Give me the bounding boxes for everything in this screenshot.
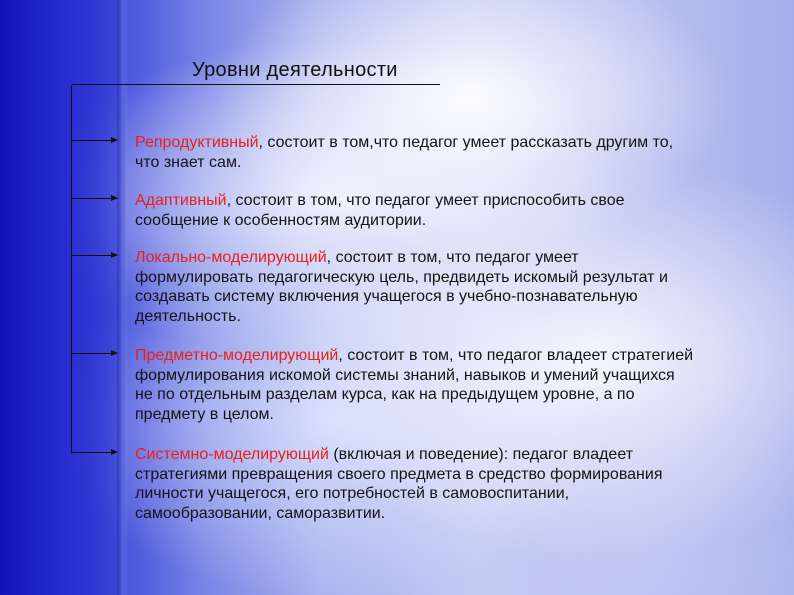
- level-description: , состоит в том,что педагог умеет рассказать другим то, что знает сам.: [135, 134, 674, 171]
- vertical-stripe: [117, 0, 129, 595]
- arrow-icon: [72, 353, 117, 354]
- title-underline: [72, 84, 440, 85]
- level-item-subject-modeling: [135, 346, 695, 424]
- arrow-icon: [72, 255, 117, 256]
- arrow-icon: [72, 140, 117, 141]
- level-keyword: Системно-моделирующий: [135, 446, 329, 463]
- arrow-icon: [72, 198, 117, 199]
- level-keyword: Предметно-моделирующий: [135, 347, 339, 364]
- level-keyword: Адаптивный: [135, 192, 227, 209]
- level-description: , состоит в том, что педагог умеет приспособить свое сообщение к особенностям аудитории.: [135, 192, 625, 229]
- level-item-system-modeling: [135, 445, 710, 523]
- level-item-local-modeling: [135, 248, 675, 326]
- level-item-reproductive: [135, 133, 675, 172]
- level-description: (включая и поведение): педагог владеет стратегиями превращения своего предмета в средство формирования личности учащегося, его потребностей в самовоспитании, самообразовании, саморазвитии.: [135, 446, 663, 522]
- level-keyword: Репродуктивный: [135, 134, 259, 151]
- left-blue-band: [0, 0, 125, 595]
- level-description: , состоит в том, что педагог владеет стратегией формулирования искомой системы знаний, навыков и умений учащихся не по отдельным разделам курса, как на предыдущем уровне, а по предмету в целом.: [135, 347, 694, 423]
- arrow-icon: [72, 452, 117, 453]
- slide-title: Уровни деятельности: [192, 59, 398, 81]
- level-description: , состоит в том, что педагог умеет формулировать педагогическую цель, предвидеть искомый результат и создавать систему включения учащегося в учебно-познавательную деятельность.: [135, 249, 668, 325]
- level-keyword: Локально-моделирующий: [135, 249, 327, 266]
- level-item-adaptive: [135, 191, 655, 230]
